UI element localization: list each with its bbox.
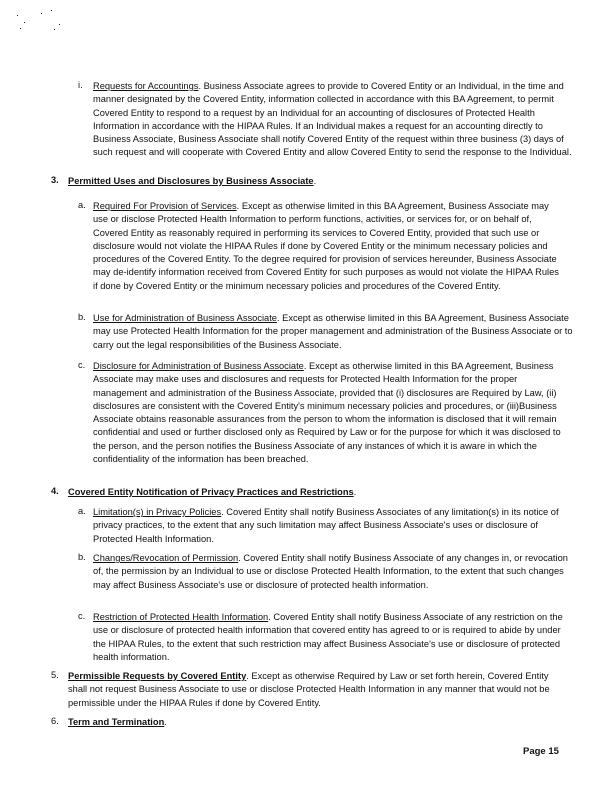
list-marker: i. [78,80,83,90]
section-heading: Permitted Uses and Disclosures by Business Associate [68,176,314,186]
section-text: . Covered Entity shall notify Business Associate of any restriction on the use or disclosure of protected health information that covered entity has agreed to or is required to abide by under the HIPAA Rules, to the extent that such restriction may affect Business Associate's use or disclosure of protected health information. [93,612,563,662]
section-text: . Except as otherwise Required by Law or set forth herein, Covered Entity shall not request Business Associate to use or disclose Protected Health Information in any manner that would not be permissible under the HIPAA Rules if done by Covered Entity. [68,671,550,708]
section-text: . Covered Entity shall notify Business Associate of any changes in, or revocation of, the permission by an Individual to use or disclose Protected Health Information, to the extent that such changes may affect Business Associate's use or disclosure of protected health information. [93,553,568,590]
section-text: . Except as otherwise limited in this BA Agreement, Business Associate may use or disclose Protected Health Information to perform functions, activities, or services for, or on behalf of, Covered Entity as reasonably required in performing its services to Covered Entity, provided that such use or disclosure would not violate the HIPAA Rules if done by Covered Entity or the minimum necessary policies and procedures of the Covered Entity. To the degree required for provision of services hereunder, Business Associate may de-identify information received from Covered Entity for such purposes as would not violate the HIPAA Rules if done by Covered Entity or the minimum necessary policies and procedures of the Covered Entity. [93,201,559,291]
section-text: . [313,176,317,186]
section-heading: Use for Administration of Business Associate [93,313,277,323]
section-text: . [164,717,167,727]
list-marker: a. [78,200,86,210]
list-marker: a. [78,506,86,516]
scan-artifacts [0,0,80,50]
section-heading: Required For Provision of Services [93,201,237,211]
section-heading: Permissible Requests by Covered Entity [68,671,247,681]
section-3-heading [68,175,568,188]
section-text: . Except as otherwise limited in this BA Agreement, Business Associate may make uses and disclosures and requests for Protected Health Information for the proper management and administration of the Business Associate, provided that (i) disclosures are Required by Law, (ii) disclosures are consistent with the Covered Entity's minimum necessary policies and procedures, or (iii)Business Associate obtains reasonable assurances from the person to whom the information is disclosed that it will remain confidential and used or further disclosed only as Required by Law or for the purpose for which it was disclosed to the person, and the person notifies the Business Associate of any instances of which it is aware in which the confidentiality of the information has been breached. [93,361,561,465]
section-heading: Term and Termination [68,717,165,727]
section-heading: Limitation(s) in Privacy Policies [93,507,222,517]
section-heading: Covered Entity Notification of Privacy Practices and Restrictions [68,487,354,497]
paragraph-requests-for-accountings [93,80,573,160]
list-marker: b. [78,552,86,562]
section-4-heading [68,486,568,499]
section-heading: Requests for Accountings [93,81,199,91]
section-6-heading [68,716,568,729]
list-marker: c. [78,611,86,621]
section-text: . [353,487,357,497]
paragraph-limitations-in-privacy-policies [93,506,571,546]
paragraph-permissible-requests [68,670,568,710]
section-text: . Business Associate agrees to provide to Covered Entity or an Individual, in the time and manner designated by the Covered Entity, information collected in accordance with this BA Agreement, to permit Covered Entity to respond to a request by an Individual for an accounting of disclosures of Protected Health Information in accordance with the HIPAA Rules. If an Individual makes a request for an accounting directly to Business Associate, Business Associate shall notify Covered Entity of the request within three business (3) days of such request and will cooperate with Covered Entity and allow Covered Entity to send the response to the Individual. [93,81,572,158]
list-marker: 5. [51,670,59,680]
page-number: Page 15 [523,746,559,757]
paragraph-changes-revocation [93,552,569,592]
section-heading: Disclosure for Administration of Business Associate [93,361,304,371]
paragraph-required-for-provision [93,200,563,293]
paragraph-use-for-administration [93,312,573,352]
section-text: . Covered Entity shall notify Business Associates of any limitation(s) in its notice of privacy practices, to the extent that any such limitation may affect Business Associate's uses or disclosure of Protected Health Information. [93,507,559,544]
section-heading: Changes/Revocation of Permission [93,553,239,563]
list-marker: b. [78,312,86,322]
section-text: . Except as otherwise limited in this BA Agreement, Business Associate may use Protected Health Information for the proper management and administration of the Business Associate or to carry out the legal responsibilities of the Business Associate. [93,313,573,350]
list-marker: 6. [51,716,59,726]
paragraph-restriction-of-phi [93,611,565,664]
paragraph-disclosure-for-administration [93,360,565,466]
list-marker: c. [78,360,86,370]
list-marker: 4. [51,486,59,496]
section-heading: Restriction of Protected Health Information [93,612,269,622]
list-marker: 3. [51,175,59,185]
